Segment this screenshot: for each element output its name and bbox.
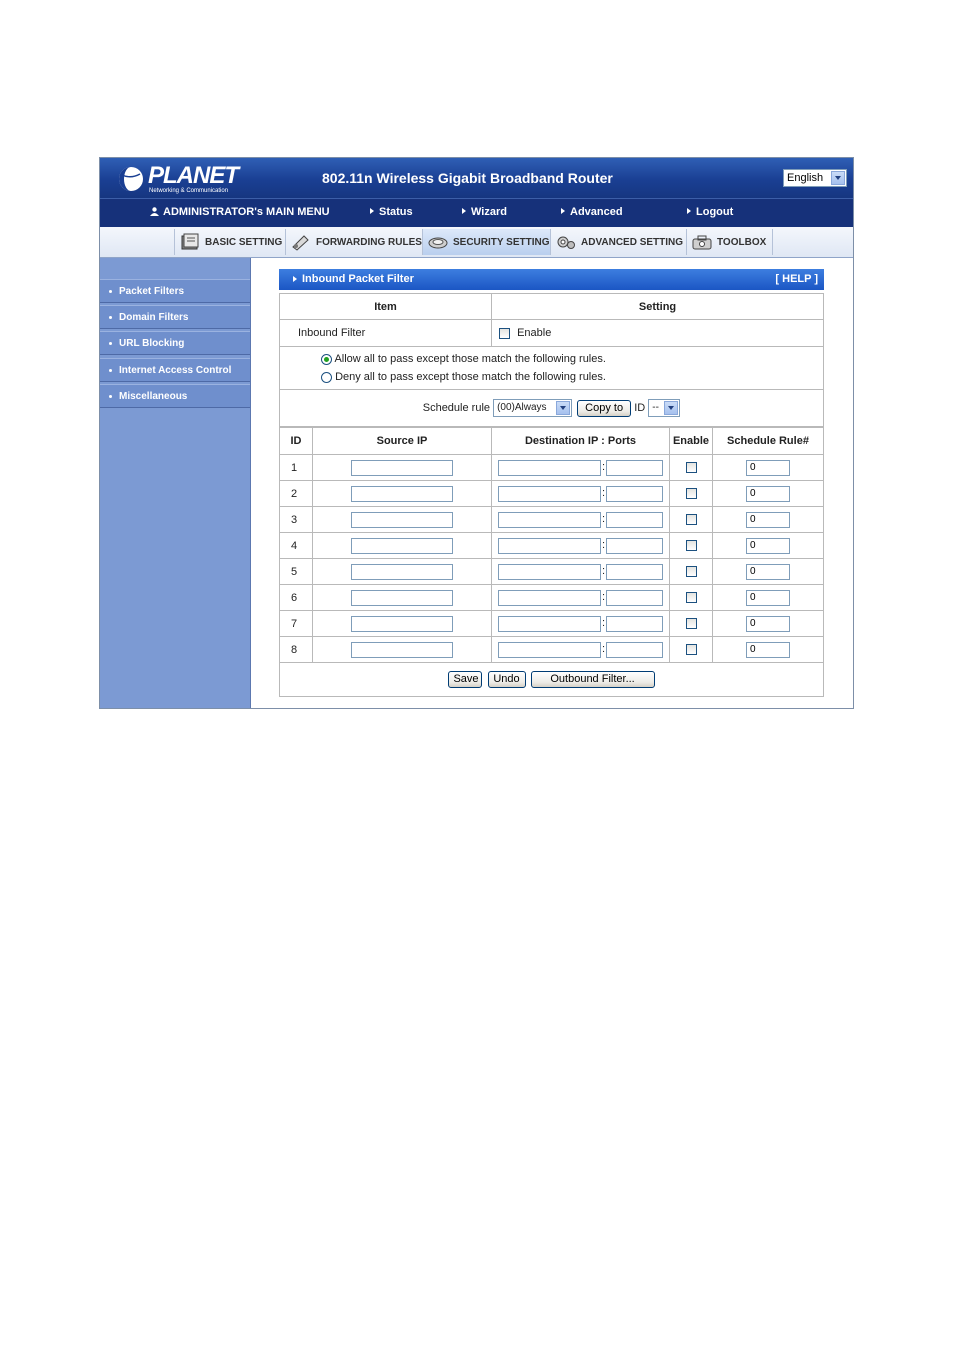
chevron-down-icon[interactable]	[556, 401, 570, 415]
table-row	[280, 637, 824, 663]
id-label: ID	[634, 401, 646, 414]
rule-rows	[280, 455, 824, 663]
sidebar-item-domain-filters[interactable]	[100, 305, 250, 329]
source-ip-input[interactable]	[351, 460, 453, 476]
schedule-rule-input[interactable]	[746, 616, 790, 632]
ip-port-separator: :	[602, 591, 606, 604]
column-header-enable: Enable	[670, 428, 713, 455]
tab-toolbox-label: TOOLBOX	[717, 237, 767, 248]
radio-allow[interactable]	[321, 354, 332, 365]
sidebar	[100, 258, 251, 708]
sidebar-item-label: URL Blocking	[119, 338, 185, 349]
schedule-cell	[713, 533, 824, 559]
ip-port-separator: :	[602, 487, 606, 500]
enable-cell	[670, 481, 713, 507]
router-admin-window	[99, 157, 854, 709]
sidebar-item-label: Miscellaneous	[119, 391, 188, 402]
rule-enable-checkbox[interactable]	[686, 462, 697, 473]
destination-port-input[interactable]	[606, 486, 663, 502]
destination-port-input[interactable]	[606, 538, 663, 554]
schedule-cell	[713, 507, 824, 533]
schedule-rule-input[interactable]	[746, 512, 790, 528]
arrow-right-icon	[561, 208, 565, 214]
schedule-rule-select[interactable]	[493, 399, 572, 417]
rule-enable-checkbox[interactable]	[686, 566, 697, 577]
column-header-item: Item	[280, 294, 492, 320]
enable-cell	[670, 559, 713, 585]
table-row	[280, 611, 824, 637]
schedule-cell	[713, 559, 824, 585]
tab-security-setting[interactable]	[423, 229, 551, 255]
sidebar-item-miscellaneous[interactable]	[100, 384, 250, 408]
enable-cell	[670, 611, 713, 637]
enable-cell	[670, 533, 713, 559]
destination-port-input[interactable]	[606, 590, 663, 606]
source-ip-cell	[313, 455, 492, 481]
sidebar-item-label: Domain Filters	[119, 312, 189, 323]
table-row	[280, 455, 824, 481]
rule-enable-checkbox[interactable]	[686, 592, 697, 603]
tab-advanced-setting-label: ADVANCED SETTING	[581, 237, 684, 248]
radio-deny-label: Deny all to pass except those match the following rules.	[335, 371, 606, 383]
destination-ip-input[interactable]	[498, 564, 601, 580]
enable-cell	[670, 507, 713, 533]
ip-port-separator: :	[602, 513, 606, 526]
source-ip-cell	[313, 533, 492, 559]
destination-cell	[492, 481, 670, 507]
destination-port-input[interactable]	[606, 616, 663, 632]
table-row	[280, 533, 824, 559]
destination-ip-input[interactable]	[498, 486, 601, 502]
language-value: English	[787, 172, 824, 184]
source-ip-input[interactable]	[351, 538, 453, 554]
column-header-id: ID	[280, 428, 313, 455]
rule-id: 2	[280, 481, 313, 507]
enable-cell	[670, 637, 713, 663]
bullet-icon	[109, 316, 112, 319]
rule-id: 1	[280, 455, 313, 481]
tab-forwarding-rules[interactable]	[286, 229, 423, 255]
policy-radio-group	[280, 347, 824, 390]
outbound-filter-button[interactable]: Outbound Filter...	[531, 671, 655, 688]
schedule-rule-input[interactable]	[746, 460, 790, 476]
destination-cell	[492, 585, 670, 611]
radio-deny[interactable]	[321, 372, 332, 383]
menu-status-label: Status	[379, 206, 413, 218]
tab-toolbox[interactable]	[687, 229, 773, 255]
schedule-rule-value: (00)Always	[497, 402, 547, 413]
destination-cell	[492, 611, 670, 637]
schedule-rule-input[interactable]	[746, 486, 790, 502]
ip-port-separator: :	[602, 461, 606, 474]
destination-ip-input[interactable]	[498, 616, 601, 632]
arrow-right-icon	[687, 208, 691, 214]
destination-port-input[interactable]	[606, 512, 663, 528]
source-ip-input[interactable]	[351, 616, 453, 632]
column-header-destination: Destination IP : Ports	[492, 428, 670, 455]
rule-id: 7	[280, 611, 313, 637]
pen-tool-icon	[290, 233, 312, 251]
product-title: 802.11n Wireless Gigabit Broadband Router	[322, 170, 613, 186]
ip-port-separator: :	[602, 565, 606, 578]
user-icon	[150, 207, 159, 216]
settings-tab-bar	[100, 227, 853, 258]
rule-enable-checkbox[interactable]	[686, 644, 697, 655]
radio-allow-row	[321, 350, 823, 368]
copy-to-id-select[interactable]	[648, 399, 680, 417]
tab-advanced-setting[interactable]	[551, 229, 687, 255]
destination-cell	[492, 533, 670, 559]
header-banner	[100, 158, 853, 198]
bullet-icon	[109, 342, 112, 345]
rule-enable-checkbox[interactable]	[686, 540, 697, 551]
menu-wizard[interactable]	[462, 206, 507, 218]
rule-enable-checkbox[interactable]	[686, 618, 697, 629]
sidebar-item-label: Internet Access Control	[119, 365, 232, 376]
destination-ip-input[interactable]	[498, 642, 601, 658]
table-row	[280, 585, 824, 611]
destination-ip-input[interactable]	[498, 590, 601, 606]
source-ip-cell	[313, 559, 492, 585]
source-ip-cell	[313, 637, 492, 663]
globe-logo-icon	[118, 166, 144, 192]
settings-table	[279, 293, 824, 427]
brand-tagline: Networking & Communication	[149, 188, 229, 194]
panel-title: Inbound Packet Filter	[302, 273, 414, 285]
tab-security-setting-label: SECURITY SETTING	[453, 237, 550, 248]
schedule-cell	[713, 585, 824, 611]
schedule-cell	[713, 455, 824, 481]
destination-cell	[492, 455, 670, 481]
destination-port-input[interactable]	[606, 642, 663, 658]
source-ip-input[interactable]	[351, 642, 453, 658]
schedule-cell	[713, 637, 824, 663]
schedule-cell	[713, 611, 824, 637]
schedule-rule-input[interactable]	[746, 642, 790, 658]
rules-table	[279, 427, 824, 697]
chevron-down-icon[interactable]	[831, 171, 845, 185]
destination-port-input[interactable]	[606, 460, 663, 476]
ip-port-separator: :	[602, 539, 606, 552]
bullet-icon	[109, 290, 112, 293]
tab-forwarding-rules-label: FORWARDING RULES	[316, 237, 422, 248]
rule-id: 6	[280, 585, 313, 611]
schedule-cell	[713, 481, 824, 507]
schedule-rule-input[interactable]	[746, 590, 790, 606]
source-ip-input[interactable]	[351, 512, 453, 528]
toolbox-icon	[691, 233, 713, 251]
schedule-rule-row	[280, 390, 824, 427]
book-icon	[179, 233, 201, 251]
ip-port-separator: :	[602, 617, 606, 630]
copy-to-button[interactable]: Copy to	[577, 400, 631, 417]
destination-cell	[492, 507, 670, 533]
rule-id: 3	[280, 507, 313, 533]
menu-logout[interactable]	[687, 206, 733, 218]
rule-id: 4	[280, 533, 313, 559]
panel-title-bar	[279, 269, 824, 290]
source-ip-input[interactable]	[351, 486, 453, 502]
radio-deny-row	[321, 368, 823, 386]
rule-id: 8	[280, 637, 313, 663]
rule-enable-checkbox[interactable]	[686, 514, 697, 525]
column-header-source-ip: Source IP	[313, 428, 492, 455]
brand-name: PLANET	[148, 162, 238, 189]
arrow-right-icon	[370, 208, 374, 214]
sidebar-item-label: Packet Filters	[119, 286, 185, 297]
source-ip-cell	[313, 507, 492, 533]
undo-button[interactable]: Undo	[488, 671, 526, 688]
source-ip-input[interactable]	[351, 590, 453, 606]
menu-advanced[interactable]	[561, 206, 623, 218]
enable-label: Enable	[517, 327, 552, 339]
language-select[interactable]	[783, 169, 847, 187]
arrow-right-icon	[293, 276, 297, 282]
schedule-rule-label: Schedule rule	[422, 401, 491, 414]
bullet-icon	[109, 369, 112, 372]
help-link[interactable]: [ HELP ]	[775, 273, 818, 285]
bullet-icon	[109, 395, 112, 398]
destination-cell	[492, 559, 670, 585]
copy-to-id-value: --	[652, 402, 659, 413]
destination-ip-input[interactable]	[498, 460, 601, 476]
save-button[interactable]: Save	[448, 671, 482, 688]
menu-logout-label: Logout	[696, 206, 734, 218]
radio-allow-label: Allow all to pass except those match the following rules.	[334, 353, 606, 365]
destination-ip-input[interactable]	[498, 512, 601, 528]
schedule-rule-input[interactable]	[746, 564, 790, 580]
sidebar-item-packet-filters[interactable]	[100, 279, 250, 303]
table-row	[280, 481, 824, 507]
table-row	[280, 559, 824, 585]
rule-enable-checkbox[interactable]	[686, 488, 697, 499]
admin-main-menu-label: ADMINISTRATOR's MAIN MENU	[163, 206, 330, 218]
tab-basic-setting-label: BASIC SETTING	[205, 237, 283, 248]
security-disc-icon	[427, 233, 449, 251]
enable-cell	[670, 455, 713, 481]
menu-advanced-label: Advanced	[570, 206, 623, 218]
destination-ip-input[interactable]	[498, 538, 601, 554]
rule-id: 5	[280, 559, 313, 585]
destination-cell	[492, 637, 670, 663]
tab-basic-setting[interactable]	[174, 229, 286, 255]
table-row	[280, 507, 824, 533]
column-header-setting: Setting	[492, 294, 824, 320]
source-ip-cell	[313, 585, 492, 611]
arrow-right-icon	[462, 208, 466, 214]
column-header-schedule: Schedule Rule#	[713, 428, 824, 455]
inbound-filter-setting	[492, 320, 824, 347]
inbound-filter-label: Inbound Filter	[280, 320, 492, 347]
sidebar-item-internet-access-control[interactable]	[100, 358, 250, 382]
action-buttons-row	[280, 663, 824, 697]
ip-port-separator: :	[602, 643, 606, 656]
admin-main-menu[interactable]	[150, 206, 330, 218]
gears-icon	[555, 233, 577, 251]
menu-status[interactable]	[370, 206, 413, 218]
enable-cell	[670, 585, 713, 611]
menu-wizard-label: Wizard	[471, 206, 507, 218]
source-ip-input[interactable]	[351, 564, 453, 580]
schedule-rule-input[interactable]	[746, 538, 790, 554]
sidebar-item-url-blocking[interactable]	[100, 331, 250, 355]
inbound-filter-enable-checkbox[interactable]	[499, 328, 510, 339]
source-ip-cell	[313, 481, 492, 507]
source-ip-cell	[313, 611, 492, 637]
chevron-down-icon[interactable]	[664, 401, 678, 415]
main-menu	[100, 198, 853, 227]
destination-port-input[interactable]	[606, 564, 663, 580]
